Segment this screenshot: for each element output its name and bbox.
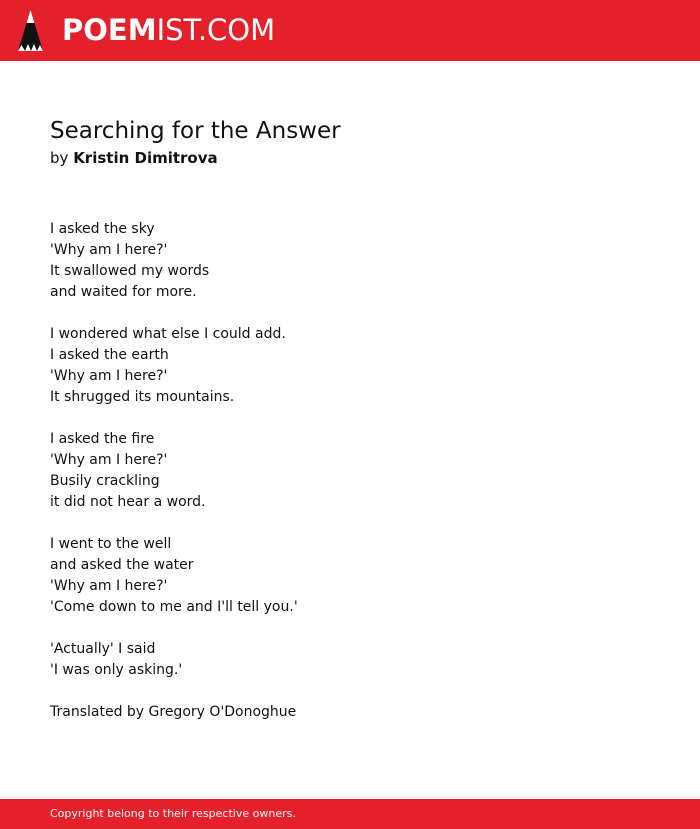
poem-line: I asked the sky bbox=[50, 221, 155, 237]
poem-line: Busily crackling bbox=[50, 473, 160, 489]
poem-line: and asked the water bbox=[50, 557, 194, 573]
poem-line: 'Why am I here?' bbox=[50, 368, 168, 384]
logo-light-part: IST.COM bbox=[156, 13, 276, 47]
poem-line: I asked the fire bbox=[50, 431, 155, 447]
poem-line: 'Why am I here?' bbox=[50, 578, 168, 594]
site-footer bbox=[0, 799, 700, 829]
site-logo[interactable] bbox=[62, 12, 275, 48]
poem-line: I wondered what else I could add. bbox=[50, 326, 286, 342]
poem-line: I asked the earth bbox=[50, 347, 169, 363]
stanza bbox=[50, 219, 650, 303]
logo-bold-part: POEM bbox=[62, 13, 157, 47]
poem-body bbox=[50, 219, 650, 702]
author-name: Kristin Dimitrova bbox=[73, 149, 218, 167]
poem-line: 'I was only asking.' bbox=[50, 662, 183, 678]
pencil-tip-icon[interactable] bbox=[17, 9, 44, 52]
poem-line: 'Come down to me and I'll tell you.' bbox=[50, 599, 298, 615]
by-label: by bbox=[50, 149, 69, 167]
stanza bbox=[50, 534, 650, 618]
poem-line: I went to the well bbox=[50, 536, 172, 552]
site-header bbox=[0, 0, 700, 61]
poem-line: and waited for more. bbox=[50, 284, 197, 300]
poem-line: 'Actually' I said bbox=[50, 641, 156, 657]
poem-line: It shrugged its mountains. bbox=[50, 389, 235, 405]
poem-line: it did not hear a word. bbox=[50, 494, 206, 510]
translator-credit: Translated by Gregory O'Donoghue bbox=[50, 704, 297, 720]
copyright-notice: Copyright belong to their respective owners. bbox=[50, 807, 296, 820]
stanza bbox=[50, 429, 650, 513]
poem-line: It swallowed my words bbox=[50, 263, 210, 279]
stanza bbox=[50, 324, 650, 408]
poem-line: 'Why am I here?' bbox=[50, 242, 168, 258]
stanza bbox=[50, 639, 650, 681]
poem-line: 'Why am I here?' bbox=[50, 452, 168, 468]
byline bbox=[50, 148, 218, 169]
poem-title: Searching for the Answer bbox=[50, 118, 341, 144]
